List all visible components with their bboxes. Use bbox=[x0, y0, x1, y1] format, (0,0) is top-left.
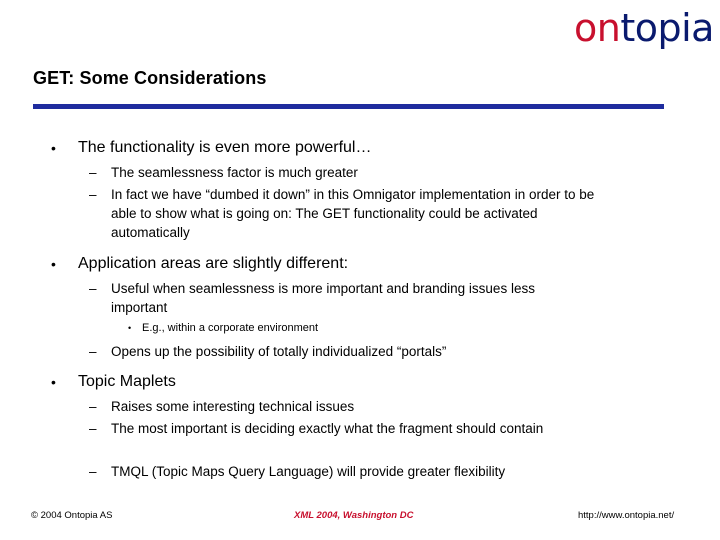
sub-bullet-item bbox=[89, 185, 609, 242]
bullet-marker: • bbox=[51, 140, 56, 156]
slide-title: GET: Some Considerations bbox=[33, 68, 267, 88]
dash-marker: – bbox=[89, 165, 97, 180]
sub-bullet-item bbox=[89, 163, 609, 182]
footer-event: XML 2004, Washington DC bbox=[294, 510, 414, 521]
bullet-text: The functionality is even more powerful… bbox=[78, 139, 372, 156]
dash-marker: – bbox=[89, 399, 97, 414]
bullet-marker: • bbox=[51, 256, 56, 272]
logo-part-topia: topia bbox=[620, 6, 714, 50]
sub-bullet-text: The seamlessness factor is much greater bbox=[111, 165, 358, 180]
sub-bullet-item bbox=[89, 279, 589, 317]
sub-bullet-text: Opens up the possibility of totally individualized “portals” bbox=[111, 344, 447, 359]
sub-bullet-text: TMQL (Topic Maps Query Language) will provide greater flexibility bbox=[111, 464, 506, 479]
sub-bullet-item bbox=[89, 419, 589, 438]
sub-bullet-text: The most important is deciding exactly what the fragment should contain bbox=[111, 421, 544, 436]
sub-bullet-text: Useful when seamlessness is more important and branding issues less important bbox=[111, 281, 535, 315]
sub-bullet-item bbox=[89, 397, 609, 416]
bullet-text: Topic Maplets bbox=[78, 373, 176, 390]
dash-marker: – bbox=[89, 464, 97, 479]
third-level-item bbox=[128, 320, 318, 336]
dash-marker: – bbox=[89, 187, 97, 202]
dash-marker: – bbox=[89, 281, 97, 296]
bullet-marker: • bbox=[51, 374, 56, 390]
footer-copyright: © 2004 Ontopia AS bbox=[31, 510, 113, 521]
dot-marker: • bbox=[128, 323, 132, 333]
sub-bullet-text: In fact we have “dumbed it down” in this Omnigator implementation in order to be able to show what is going on: The GET functionality could be activated automatically bbox=[111, 187, 595, 240]
footer-url[interactable]: http://www.ontopia.net/ bbox=[578, 510, 675, 521]
bullet-text: Application areas are slightly different: bbox=[78, 255, 349, 272]
dash-marker: – bbox=[89, 421, 97, 436]
third-level-text: E.g., within a corporate environment bbox=[142, 322, 319, 334]
sub-bullet-item bbox=[89, 462, 609, 481]
dash-marker: – bbox=[89, 344, 97, 359]
sub-bullet-text: Raises some interesting technical issues bbox=[111, 399, 355, 414]
logo-part-on: on bbox=[574, 6, 621, 50]
sub-bullet-item bbox=[89, 342, 609, 361]
